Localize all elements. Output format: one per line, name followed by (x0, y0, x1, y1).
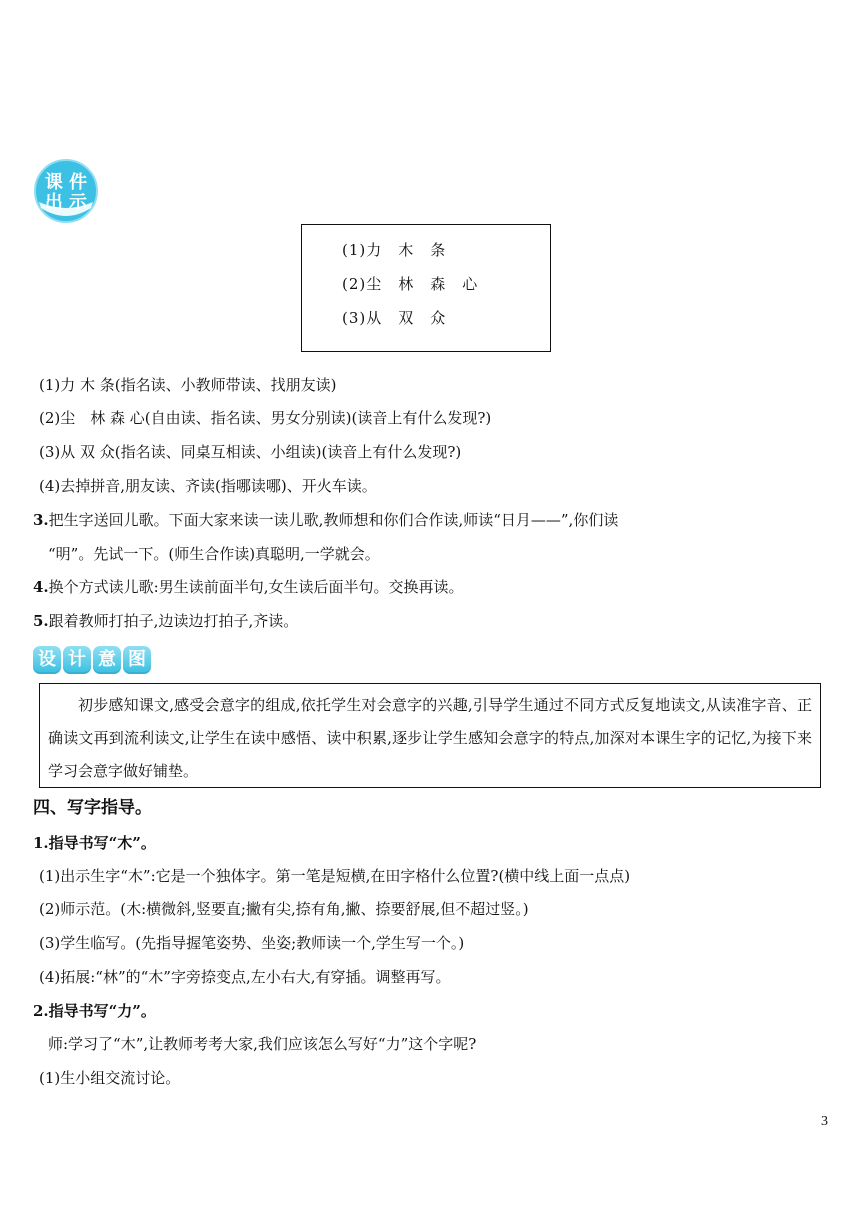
page-number: 3 (821, 1114, 828, 1129)
step-4-text: 换个方式读儿歌:男生读前面半句,女生读后面半句。交换再读。 (48, 578, 464, 596)
design-intent-text: 初步感知课文,感受会意字的组成,依托学生对会意字的兴趣,引导学生通过不同方式反复地读文,从读准字音、正确读文再到流利读文,让学生在读中感悟、读中积累,逐步让学生感知会意字的特点,加深对本课生字的记忆,为接下来学习会意字做好铺垫。 (39, 683, 821, 788)
writing-mu-item-1: (1)出示生字“木”:它是一个独体字。第一笔是短横,在田字格什么位置?(横中线上面一点点) (39, 867, 631, 885)
badge-line1: 课 件 (44, 172, 88, 193)
reading-step-3: (3)从 双 众(指名读、同桌互相读、小组读)(读音上有什么发现?) (39, 443, 462, 461)
courseware-badge-icon (33, 158, 99, 224)
step-4-number: 4. (33, 578, 49, 596)
slide-line-2: (2)尘 林 森 心 (342, 275, 479, 293)
design-intent-char-2: 计 (63, 646, 91, 674)
step-3-line-2: “明”。先试一下。(师生合作读)真聪明,一学就会。 (48, 545, 380, 563)
step-5-number: 5. (33, 612, 49, 630)
writing-mu-title: 1.指导书写“木”。 (33, 834, 156, 852)
section-4-title: 四、写字指导。 (33, 798, 152, 818)
writing-mu-item-3: (3)学生临写。(先指导握笔姿势、坐姿;教师读一个,学生写一个。) (39, 934, 465, 952)
design-intent-header (33, 646, 151, 676)
step-3-text: 把生字送回儿歌。下面大家来读一读儿歌,教师想和你们合作读,师读“日月——”,你们读 (48, 511, 619, 529)
reading-step-4: (4)去掉拼音,朋友读、齐读(指哪读哪)、开火车读。 (39, 477, 377, 495)
reading-step-1: (1)力 木 条(指名读、小教师带读、找朋友读) (39, 376, 337, 394)
badge-line2: 出 示 (44, 192, 88, 213)
courseware-badge (33, 158, 99, 224)
writing-li-teacher: 师:学习了“木”,让教师考考大家,我们应该怎么写好“力”这个字呢? (48, 1035, 477, 1053)
reading-step-2: (2)尘 林 森 心(自由读、指名读、男女分别读)(读音上有什么发现?) (39, 409, 492, 427)
slide-line-3: (3)从 双 众 (342, 309, 447, 327)
writing-mu-item-4: (4)拓展:“林”的“木”字旁捺变点,左小右大,有穿插。调整再写。 (39, 968, 451, 986)
writing-mu-item-2: (2)师示范。(木:横微斜,竖要直;撇有尖,捺有角,撇、捺要舒展,但不超过竖。) (39, 900, 529, 918)
design-intent-char-1: 设 (33, 646, 61, 674)
courseware-slide-box (301, 224, 551, 352)
step-3-line-1 (33, 509, 618, 531)
writing-li-item-1: (1)生小组交流讨论。 (39, 1069, 181, 1087)
step-5-text: 跟着教师打拍子,边读边打拍子,齐读。 (48, 612, 299, 630)
writing-li-title: 2.指导书写“力”。 (33, 1002, 156, 1020)
step-4 (33, 576, 464, 598)
step-5 (33, 610, 298, 632)
step-3-number: 3. (33, 511, 49, 529)
design-intent-char-4: 图 (123, 646, 151, 674)
slide-line-1: (1)力 木 条 (342, 241, 447, 259)
design-intent-char-3: 意 (93, 646, 121, 674)
